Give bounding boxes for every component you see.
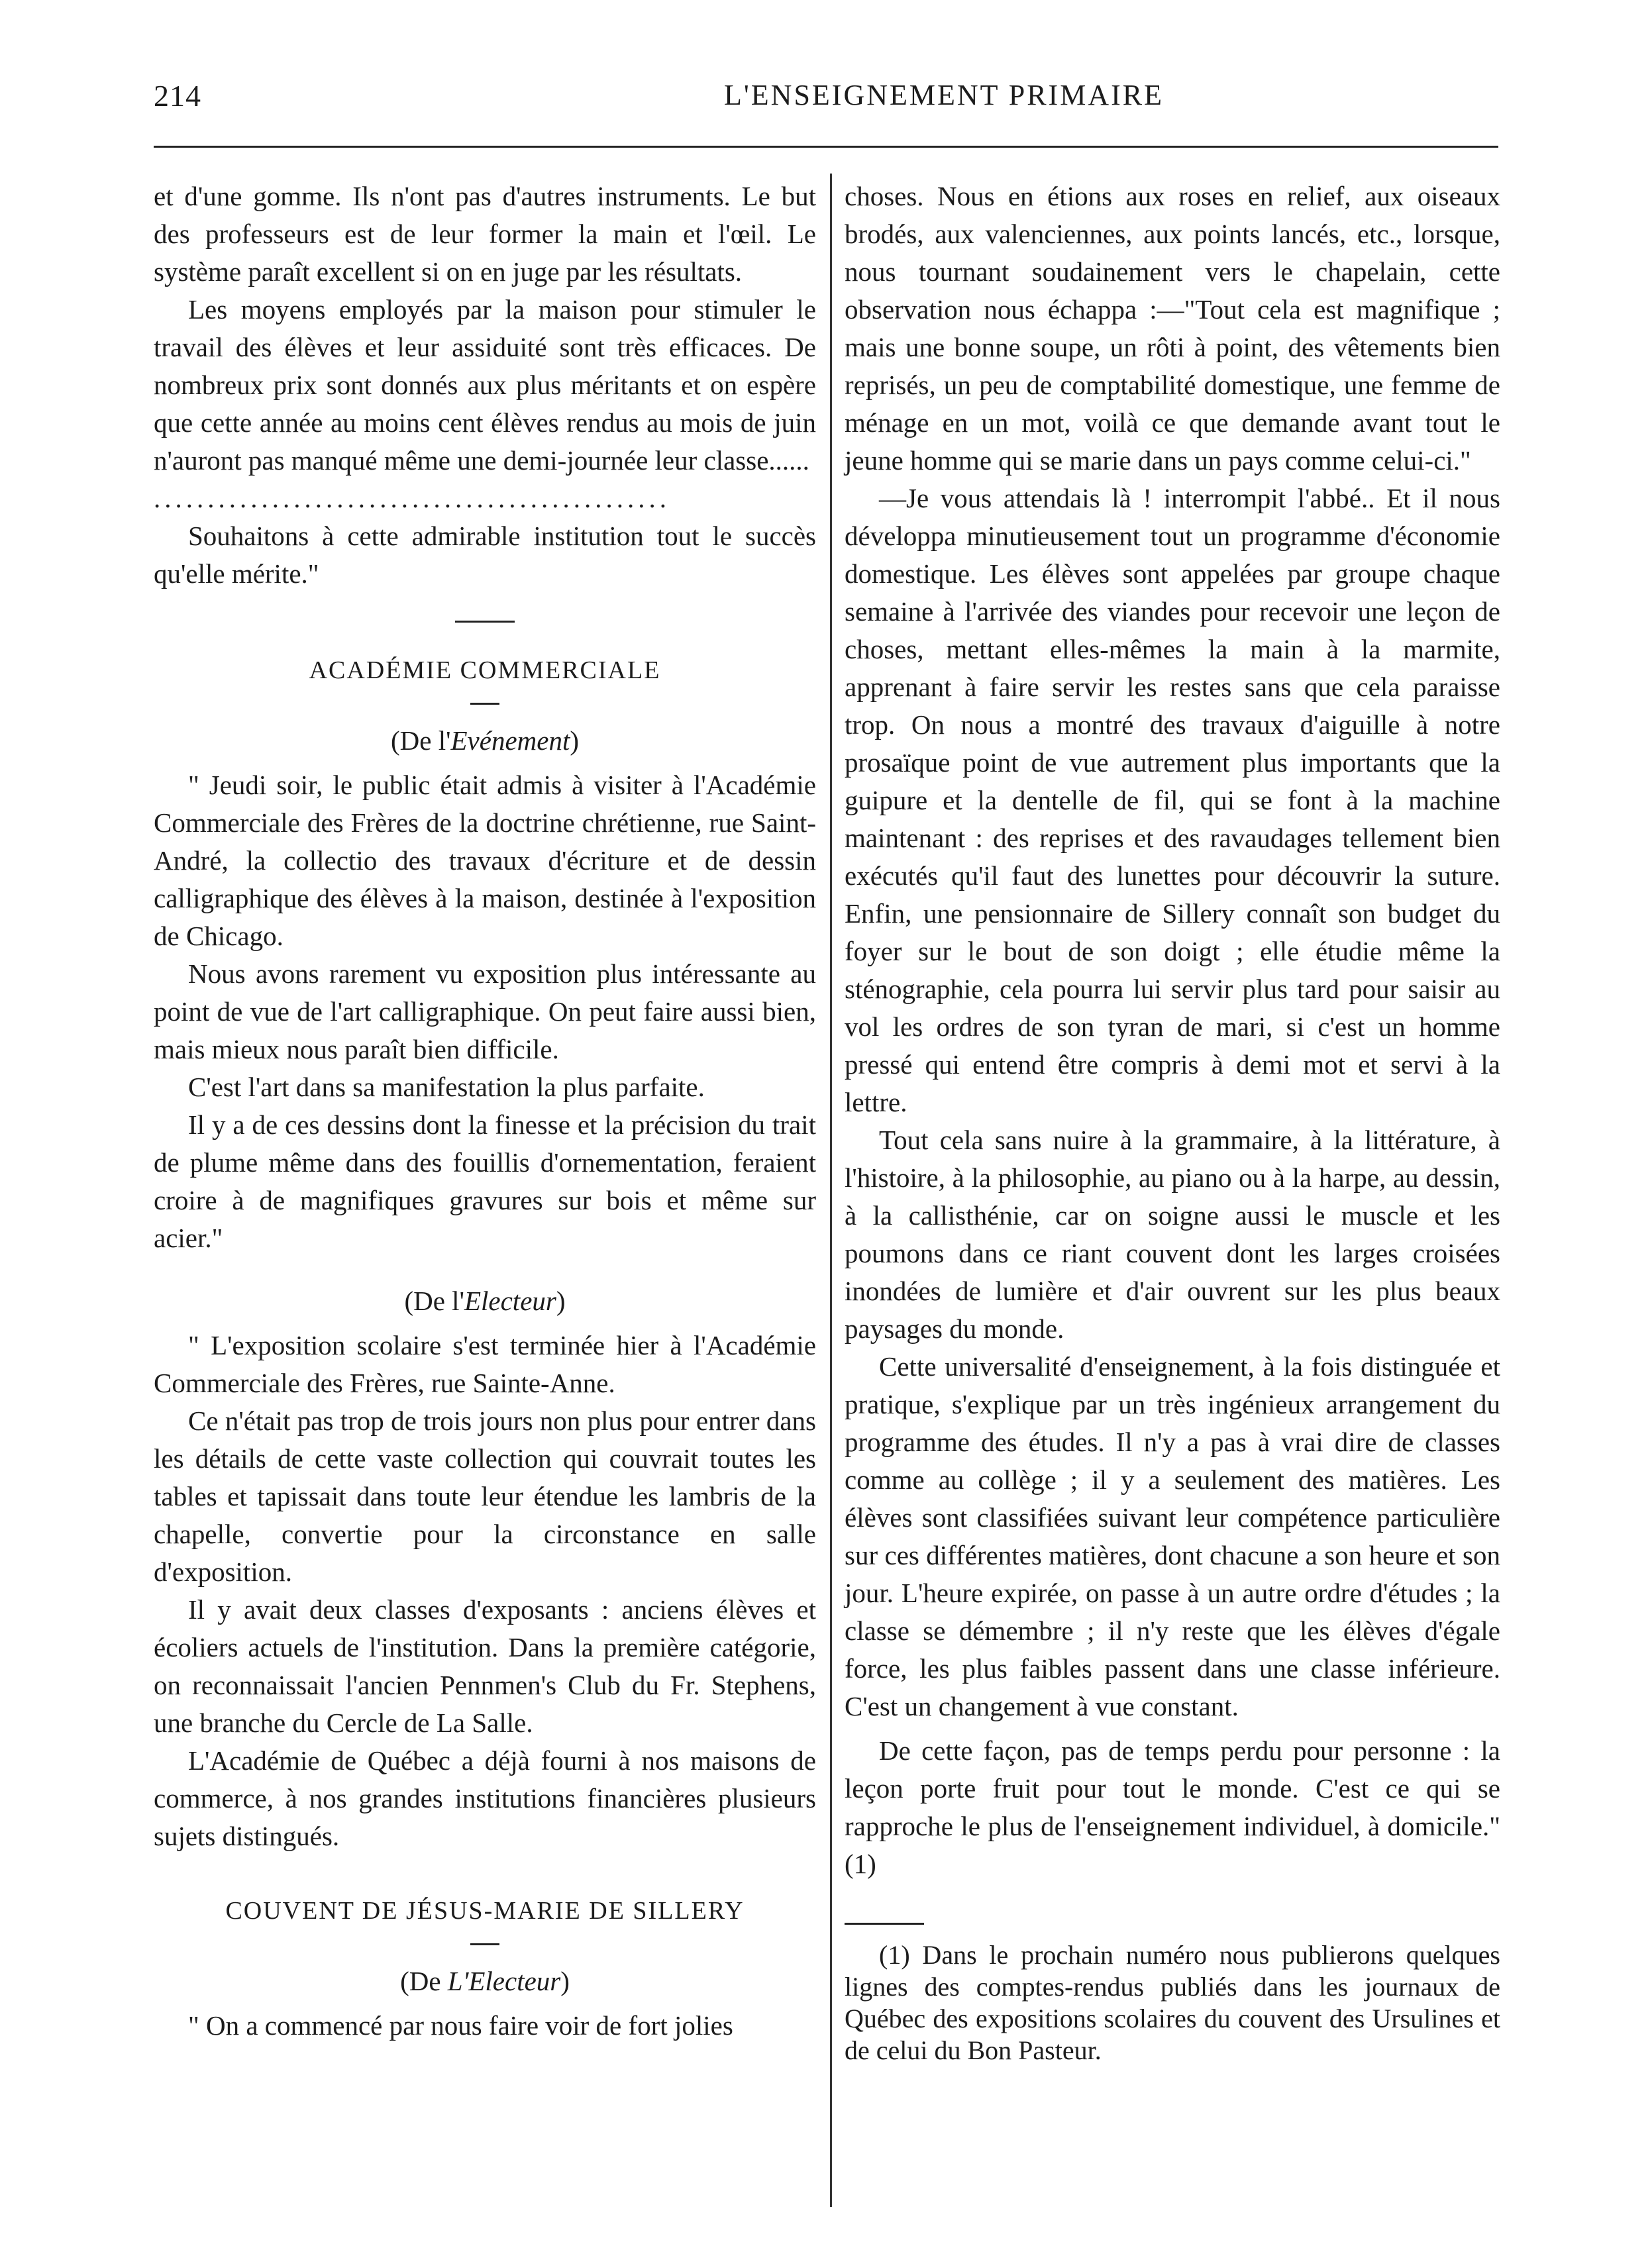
paragraph: Ce n'était pas trop de trois jours non plus pour entrer dans les détails de cette vaste collection qui couvrait toutes les tables et tapissait dans toute leur étendue les lambris de la chapelle, convertie pour la circonstance en salle d'exposition. — [154, 1405, 816, 1587]
source-name: L'Electeur — [447, 1966, 561, 1996]
running-title: L'ENSEIGNEMENT PRIMAIRE — [724, 79, 1164, 111]
paragraph: et d'une gomme. Ils n'ont pas d'autres instruments. Le but des professeurs est de leur former la main et l'œil. Le système paraît excellent si on en juge par les résultats. — [154, 181, 816, 287]
paragraph: L'Académie de Québec a déjà fourni à nos maisons de commerce, à nos grandes institutions financières plusieurs sujets distingués. — [154, 1745, 816, 1851]
column-divider — [830, 174, 832, 2207]
section-rule — [470, 1943, 499, 1945]
footnote-rule — [845, 1923, 924, 1925]
paragraph: Nous avons rarement vu exposition plus intéressante au point de vue de l'art calligraphique. On peut faire aussi bien, mais mieux nous paraît bien difficile. — [154, 958, 816, 1064]
paragraph: Il y avait deux classes d'exposants : anciens élèves et écoliers actuels de l'institution. Dans la première catégorie, on reconnaissait l'ancien Pennmen's Club du Fr. Stephens, une branche du Cercle de La Salle. — [154, 1594, 816, 1738]
source-line: (De l'Evénement) — [391, 725, 579, 756]
paragraph: Souhaitons à cette admirable institution tout le succès qu'elle mérite." — [154, 521, 816, 589]
paragraph: " Jeudi soir, le public était admis à visiter à l'Académie Commerciale des Frères de la doctrine chrétienne, rue Saint-André, la collectio des travaux d'écriture et de dessin calligraphique des élèves à la maison, destinée à l'exposition de Chicago. — [154, 770, 816, 951]
paragraph: Il y a de ces dessins dont la finesse et la précision du trait de plume même dans des fouillis d'ornementation, feraient croire à de magnifiques gravures sur bois et même sur acier." — [154, 1109, 816, 1253]
paragraph: C'est l'art dans sa manifestation la plus parfaite. — [188, 1072, 705, 1102]
paragraph: Cette universalité d'enseignement, à la fois distinguée et pratique, s'explique par un très ingénieux arrangement du programme des études. Il n'y a pas à vrai dire de classes comme au collège ; il y a seulement des matières. Les élèves sont classifiées suivant leur compétence particulière sur ces différentes matières, dont chacune a son heure et son jour. L'heure expirée, on passe à un autre ordre d'études ; la classe se démembre ; il n'y reste que les élèves d'égale force, les plus faibles passent dans une classe inférieure. C'est un changement à vue constant. — [845, 1351, 1500, 1721]
paragraph: Tout cela sans nuire à la grammaire, à la littérature, à l'histoire, à la philosophie, au piano ou à la harpe, au dessin, à la callisthénie, car on soigne aussi le muscle et les poumons dans ce riant couvent dont les larges croisées inondées de lumière et d'air ouvrent sur les plus beaux paysages du monde. — [845, 1125, 1500, 1344]
paragraph: Les moyens employés par la maison pour stimuler le travail des élèves et leur assiduité sont très efficaces. De nombreux prix sont donnés aux plus méritants et on espère que cette année au moins cent élèves rendus au mois de juin n'auront pas manqué même une demi-journée leur classe...... — [154, 294, 816, 476]
section-heading-academie-commerciale: ACADÉMIE COMMERCIALE — [309, 656, 661, 684]
paragraph: " On a commencé par nous faire voir de fort jolies — [188, 2010, 733, 2041]
paragraph: De cette façon, pas de temps perdu pour personne : la leçon porte fruit pour tout le monde. C'est ce qui se rapproche le plus de l'enseignement individuel, à domicile." (1) — [845, 1735, 1500, 1879]
page-header — [0, 0, 1652, 132]
source-line: (De l'Electeur) — [404, 1286, 566, 1316]
paragraph: choses. Nous en étions aux roses en relief, aux oiseaux brodés, aux valenciennes, aux points lancés, etc., lorsque, nous tournant soudainement vers le chapelain, cette observation nous échappa :—"Tout cela est magnifique ; mais une bonne soupe, un rôti à point, des vêtements bien reprisés, un peu de comptabilité domestique, une femme de ménage en un mot, voilà ce que demande avant tout le jeune homme qui se marie dans un pays comme celui-ci." — [845, 181, 1500, 476]
section-rule — [455, 621, 515, 623]
paragraph: —Je vous attendais là ! interrompit l'abbé.. Et il nous développa minutieusement tout un programme d'économie domestique. Les élèves sont appelées par groupe chaque semaine à l'arrivée des viandes pour recevoir une leçon de choses, mettant elles-mêmes la main à la marmite, apprenant à faire servir les restes sans que cela paraisse trop. On nous a montré des travaux d'aiguille à notre prosaïque point de vue autrement plus importants que la guipure et la dentelle de fil, qui se font à la machine maintenant : des reprises et des ravaudages tellement bien exécutés qu'il faut des lunettes pour découvrir la suture. Enfin, une pensionnaire de Sillery connaît son budget du foyer sur le bout de son doigt ; elle étudie même la sténographie, cela pourra lui servir plus tard pour saisir au vol les ordres de son tyran de mari, si c'est un homme pressé qui entend être compris à demi mot et servi à la lettre. — [845, 483, 1500, 1117]
ellipsis-line: ................................................ — [154, 483, 670, 513]
paragraph: " L'exposition scolaire s'est terminée hier à l'Académie Commerciale des Frères, rue Sainte-Anne. — [154, 1330, 816, 1398]
footnote: (1) Dans le prochain numéro nous publierons quelques lignes des comptes-rendus publiés dans les journaux de Québec des expositions scolaires du couvent des Ursulines et de celui du Bon Pasteur. — [845, 1940, 1500, 2065]
header-rule — [154, 146, 1498, 148]
source-line: (De L'Electeur) — [400, 1966, 570, 1996]
section-rule — [470, 703, 499, 705]
page-number: 214 — [154, 79, 201, 113]
right-column — [845, 178, 1500, 2066]
source-name: Evénement — [450, 725, 570, 756]
section-heading-couvent-sillery: COUVENT DE JÉSUS-MARIE DE SILLERY — [225, 1897, 745, 1925]
left-column — [154, 178, 816, 2045]
source-name: Electeur — [464, 1286, 556, 1316]
